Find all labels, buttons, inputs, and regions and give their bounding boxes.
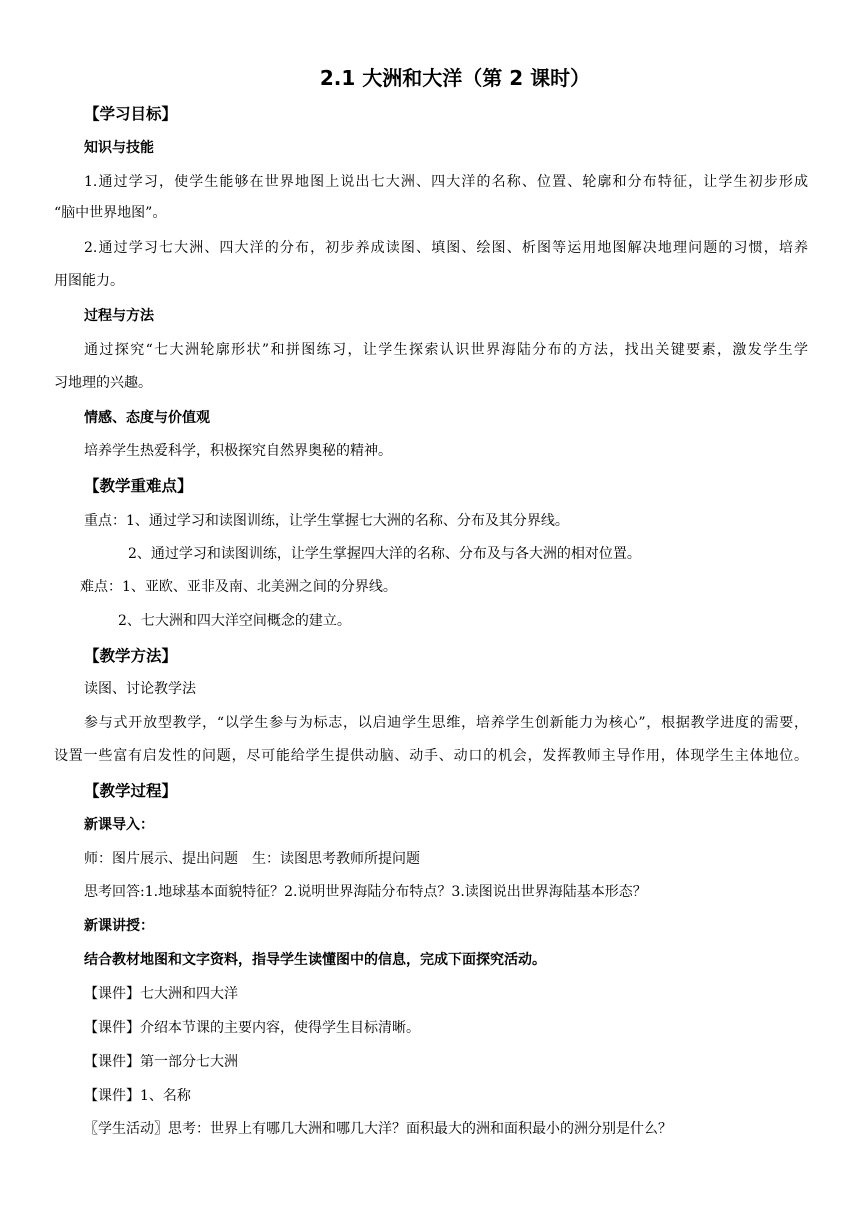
section-heading-process: 【教学过程】 <box>84 782 178 800</box>
courseware-line-4: 【课件】1、名称 <box>84 1088 191 1104</box>
paragraph-knowledge-2: 2.通过学习七大洲、四大洋的分布，初步养成读图、填图、绘图、析图等运用地图解决地理问题的习惯，培养 <box>84 240 808 256</box>
keypoint-difficulty-2: 2、七大洲和四大洋空间概念的建立。 <box>118 613 351 629</box>
paragraph-knowledge-1-cont: “脑中世界地图”。 <box>54 205 167 221</box>
courseware-line-1: 【课件】七大洲和四大洋 <box>84 986 238 1002</box>
paragraph-knowledge-1: 1.通过学习，使学生能够在世界地图上说出七大洲、四大洋的名称、位置、轮廓和分布特征，让学生初步形成 <box>84 174 808 190</box>
subheading-lecture: 新课讲授： <box>84 918 154 934</box>
methods-line-1: 读图、讨论教学法 <box>84 681 196 697</box>
section-heading-goals: 【学习目标】 <box>84 105 178 123</box>
subheading-process: 过程与方法 <box>84 308 154 324</box>
courseware-line-3: 【课件】第一部分七大洲 <box>84 1054 238 1070</box>
subheading-intro: 新课导入： <box>84 817 154 833</box>
paragraph-process: 通过探究“七大洲轮廓形状”和拼图练习，让学生探索认识世界海陆分布的方法，找出关键要素，激发学生学 <box>84 342 808 358</box>
subheading-knowledge: 知识与技能 <box>84 140 154 156</box>
methods-line-2: 参与式开放型教学，“以学生参与为标志，以启迪学生思维，培养学生创新能力为核心”，根据教学进度的需要， <box>84 715 808 731</box>
keypoint-focus-1: 重点：1、通过学习和读图训练，让学生掌握七大洲的名称、分布及其分界线。 <box>84 513 569 529</box>
paragraph-emotion: 培养学生热爱科学，积极探究自然界奥秘的精神。 <box>84 443 392 459</box>
page-title: 2.1 大洲和大洋（第 2 课时） <box>319 66 591 90</box>
think-line: 思考回答:1.地球基本面貌特征？2.说明世界海陆分布特点？3.读图说出世界海陆基本形态？ <box>84 884 647 900</box>
methods-line-3: 设置一些富有启发性的问题，尽可能给学生提供动脑、动手、动口的机会，发挥教师主导作用，体现学生主体地位。 <box>54 748 808 764</box>
lecture-bold-line: 结合教材地图和文字资料，指导学生读懂图中的信息，完成下面探究活动。 <box>84 952 546 968</box>
courseware-line-2: 【课件】介绍本节课的主要内容，使得学生目标清晰。 <box>84 1020 420 1036</box>
paragraph-process-cont: 习地理的兴趣。 <box>54 375 152 391</box>
student-activity-line: 〖学生活动〗思考：世界上有哪几大洲和哪几大洋？面积最大的洲和面积最小的洲分别是什么？ <box>84 1121 672 1137</box>
subheading-emotion: 情感、态度与价值观 <box>84 410 210 426</box>
section-heading-keypoints: 【教学重难点】 <box>84 477 193 495</box>
section-heading-methods: 【教学方法】 <box>84 647 178 665</box>
intro-line: 师：图片展示、提出问题 生：读图思考教师所提问题 <box>84 851 420 867</box>
keypoint-focus-2: 2、通过学习和读图训练，让学生掌握四大洋的名称、分布及与各大洲的相对位置。 <box>128 546 641 562</box>
keypoint-difficulty-1: 难点：1、亚欧、亚非及南、北美洲之间的分界线。 <box>80 579 397 595</box>
paragraph-knowledge-2-cont: 用图能力。 <box>54 273 124 289</box>
